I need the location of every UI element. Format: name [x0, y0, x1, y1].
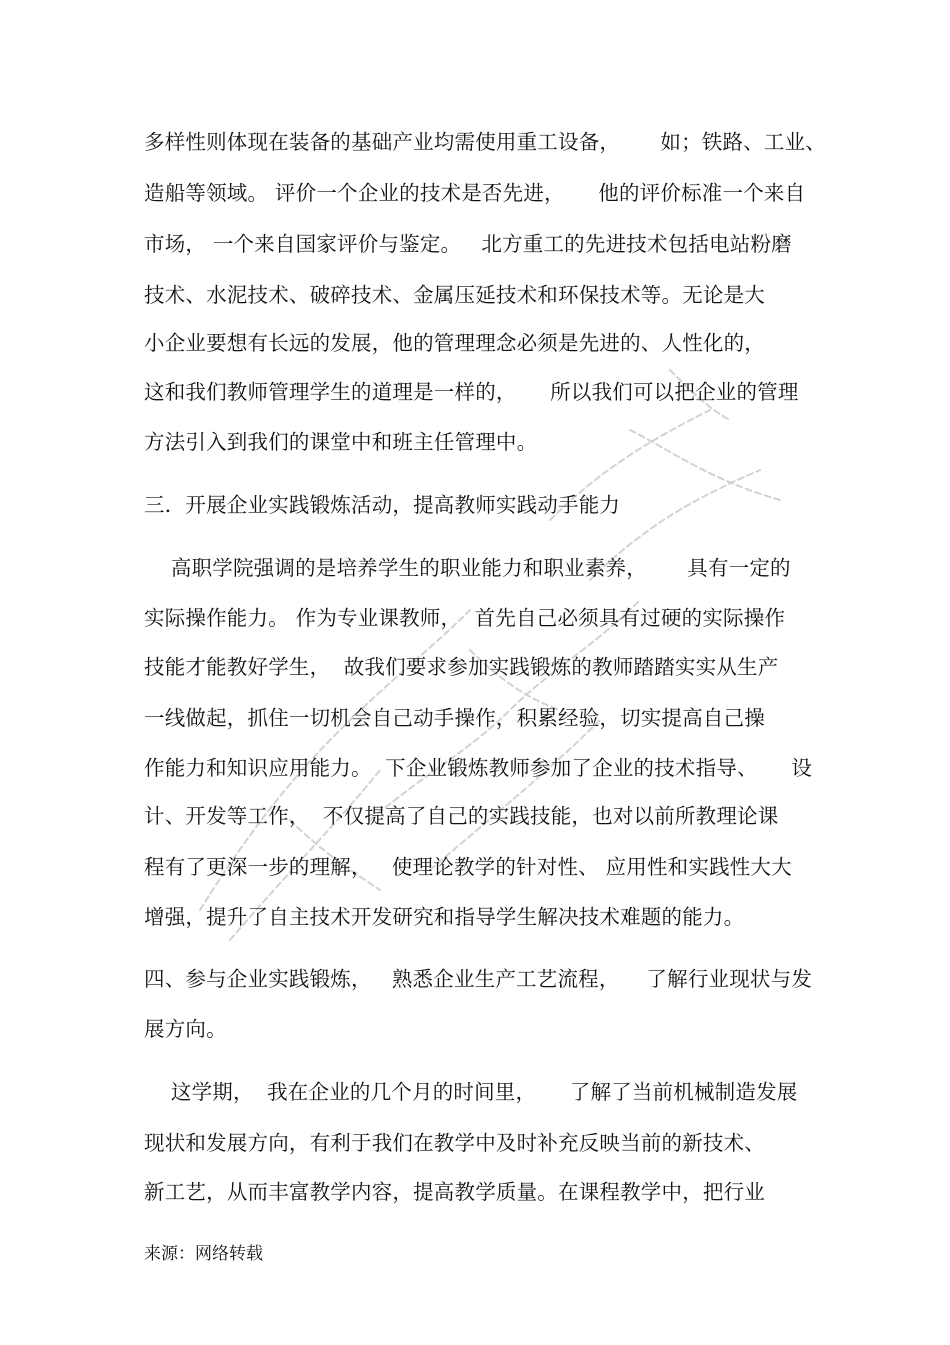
text-line-7: 方法引入到我们的课堂中和班主任管理中。 [144, 430, 538, 454]
text-line-6: 这和我们教师管理学生的道理是一样的， 所以我们可以把企业的管理 [144, 380, 799, 404]
text-line-2: 造船等领域。 评价一个企业的技术是否先进， 他的评价标准一个来自 [144, 181, 806, 205]
text-line-9: 高职学院强调的是培养学生的职业能力和职业素养， 具有一定的 [144, 556, 791, 580]
text-line-11: 技能才能教好学生， 故我们要求参加实践锻炼的教师踏踏实实从生产 [144, 655, 779, 679]
section-heading-4: 四、参与企业实践锻炼， 熟悉企业生产工艺流程， 了解行业现状与发 [144, 967, 813, 991]
text-line-18: 展方向。 [144, 1017, 227, 1041]
source-footer: 来源：网络转载 [144, 1244, 263, 1264]
text-line-12: 一线做起，抓住一切机会自己动手操作，积累经验，切实提高自己操 [144, 706, 765, 730]
text-line-5: 小企业要想有长远的发展，他的管理理念必须是先进的、人性化的， [144, 331, 765, 355]
text-line-19: 这学期， 我在企业的几个月的时间里， 了解了当前机械制造发展 [144, 1080, 798, 1104]
text-line-20: 现状和发展方向，有利于我们在教学中及时补充反映当前的新技术、 [144, 1131, 765, 1155]
section-heading-3: 三．开展企业实践锻炼活动，提高教师实践动手能力 [144, 493, 621, 517]
text-line-4: 技术、水泥技术、破碎技术、金属压延技术和环保技术等。无论是大 [144, 283, 765, 307]
text-line-16: 增强，提升了自主技术开发研究和指导学生解决技术难题的能力。 [144, 905, 745, 929]
text-line-10: 实际操作能力。 作为专业课教师， 首先自己必须具有过硬的实际操作 [144, 606, 786, 630]
text-line-14: 计、开发等工作， 不仅提高了自己的实践技能，也对以前所教理论课 [144, 804, 779, 828]
text-line-1: 多样性则体现在装备的基础产业均需使用重工设备， 如；铁路、工业、 [144, 130, 826, 154]
text-line-13: 作能力和知识应用能力。 下企业锻炼教师参加了企业的技术指导、 设 [144, 756, 813, 780]
text-line-21: 新工艺，从而丰富教学内容，提高教学质量。在课程教学中，把行业 [144, 1180, 765, 1204]
text-line-3: 市场， 一个来自国家评价与鉴定。 北方重工的先进技术包括电站粉磨 [144, 232, 792, 256]
text-line-15: 程有了更深一步的理解， 使理论教学的针对性、 应用性和实践性大大 [144, 855, 792, 879]
